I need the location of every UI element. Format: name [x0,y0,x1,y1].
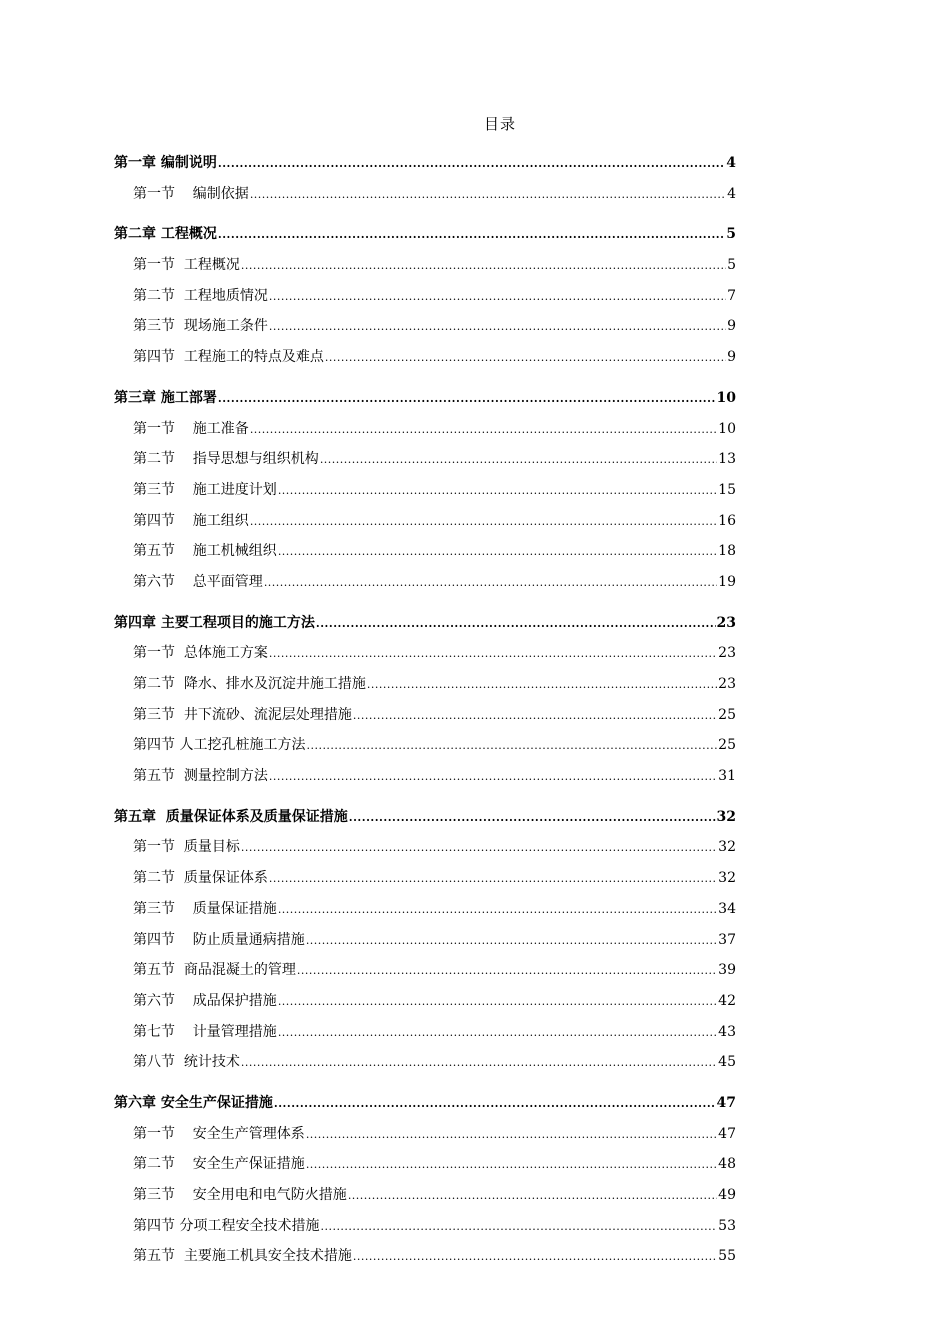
toc-entry-page-number: 7 [727,287,736,304]
toc-entry-label: 第五节 施工机械组织 [133,543,277,560]
toc-entry-label: 第一节 施工准备 [133,420,249,437]
toc-entry-label: 第三节 现场施工条件 [133,318,268,335]
toc-entry-label: 第一节 工程概况 [133,257,240,274]
toc-section-entry[interactable] [114,416,736,447]
dot-leader [306,733,717,759]
toc-entry-label: 第一节 安全生产管理体系 [133,1125,305,1142]
dot-leader [278,539,717,565]
toc-entry-page-number: 34 [718,900,736,917]
toc-section-entry[interactable] [114,640,736,671]
toc-entry-page-number: 45 [718,1054,736,1071]
toc-chapter-entry[interactable] [114,804,736,835]
toc-section-entry[interactable] [114,1019,736,1050]
toc-section-entry[interactable] [114,1151,736,1182]
dot-leader [241,1050,717,1076]
dot-leader [250,509,717,535]
toc-entry-page-number: 37 [718,931,736,948]
toc-title: 目录 [483,115,516,133]
dot-leader [241,253,726,279]
toc-entry-page-number: 39 [718,962,736,979]
toc-entry-page-number: 15 [718,481,736,498]
toc-section-entry[interactable] [114,181,736,212]
toc-entry-label: 第五节 主要施工机具安全技术措施 [133,1248,352,1265]
toc-entry-page-number: 16 [718,512,736,529]
toc-entry-label: 第四节 工程施工的特点及难点 [133,349,324,366]
toc-section-entry[interactable] [114,702,736,733]
dot-leader [278,1020,717,1046]
toc-entry-page-number: 13 [718,451,736,468]
toc-entry-page-number: 47 [716,1094,736,1111]
toc-entry-label: 第二章 工程概况 [114,226,217,243]
toc-chapter-entry[interactable] [114,385,736,416]
toc-section-entry[interactable] [114,252,736,283]
toc-entry-label: 第二节 安全生产保证措施 [133,1156,305,1173]
dot-leader [316,611,716,637]
dot-leader [274,1091,716,1117]
toc-section-entry[interactable] [114,477,736,508]
dot-leader [348,1183,717,1209]
dot-leader [306,1122,717,1148]
toc-section-entry[interactable] [114,1049,736,1080]
toc-entry-label: 第五节 测量控制方法 [133,768,268,785]
toc-entry-label: 第一章 编制说明 [114,155,217,171]
toc-section-entry[interactable] [114,344,736,375]
dot-leader [250,182,726,208]
dot-leader [269,314,726,340]
toc-entry-page-number: 10 [718,420,736,437]
toc-entry-page-number: 9 [727,318,736,335]
dot-leader [349,805,716,831]
toc-entry-page-number: 5 [726,226,736,243]
toc-entry-page-number: 31 [718,768,736,785]
toc-section-entry[interactable] [114,927,736,958]
dot-leader [269,641,717,667]
dot-leader [353,1244,717,1270]
dot-leader [250,417,717,443]
toc-section-entry[interactable] [114,283,736,314]
toc-chapter-entry[interactable] [114,1090,736,1121]
toc-entry-label: 第七节 计量管理措施 [133,1023,277,1040]
toc-entry-page-number: 32 [718,870,736,887]
toc-entry-page-number: 25 [718,737,736,754]
dot-leader [320,447,717,473]
toc-entry-label: 第四节 防止质量通病措施 [133,931,305,948]
toc-section-entry[interactable] [114,865,736,896]
toc-entry-label: 第三节 质量保证措施 [133,900,277,917]
toc-entry-page-number: 55 [718,1248,736,1265]
toc-section-entry[interactable] [114,446,736,477]
toc-entry-label: 第八节 统计技术 [133,1054,240,1071]
dot-leader [269,284,726,310]
toc-entry-page-number: 32 [716,808,736,825]
toc-entry-label: 第二节 质量保证体系 [133,870,268,887]
toc-entry-label: 第二节 指导思想与组织机构 [133,451,319,468]
toc-entry-page-number: 47 [718,1125,736,1142]
toc-entry-label: 第四章 主要工程项目的施工方法 [114,614,315,631]
toc-entry-label: 第四节 分项工程安全技术措施 [133,1217,320,1234]
dot-leader [367,672,717,698]
toc-entry-page-number: 49 [718,1187,736,1203]
toc-entry-label: 第三章 施工部署 [114,389,217,406]
dot-leader [269,866,717,892]
toc-entry-label: 第六章 安全生产保证措施 [114,1094,273,1111]
toc-entry-label: 第五章 质量保证体系及质量保证措施 [114,808,348,825]
toc-entry-page-number: 53 [718,1217,736,1234]
toc-entry-label: 第一节 编制依据 [133,185,249,202]
toc-entry-label: 第六节 成品保护措施 [133,992,277,1009]
toc-entry-page-number: 42 [718,992,736,1009]
toc-section-entry[interactable] [114,671,736,702]
toc-section-entry[interactable] [114,834,736,865]
toc-section-entry[interactable] [114,988,736,1019]
toc-entry-label: 第三节 施工进度计划 [133,481,277,498]
toc-entry-label: 第一节 总体施工方案 [133,645,268,662]
toc-entry-page-number: 25 [718,706,736,723]
toc-section-entry[interactable] [114,1182,736,1213]
toc-section-entry[interactable] [114,508,736,539]
dot-leader [306,1152,717,1178]
toc-entry-page-number: 43 [718,1023,736,1040]
toc-entry-label: 第四节 人工挖孔桩施工方法 [133,737,306,754]
toc-entry-label: 第二节 工程地质情况 [133,287,268,304]
toc-section-entry[interactable] [114,313,736,344]
toc-entry-label: 第六节 总平面管理 [133,573,263,590]
toc-entry-page-number: 48 [718,1156,736,1173]
toc-entry-label: 第三节 安全用电和电气防火措施 [133,1187,347,1203]
toc-section-entry[interactable] [114,1243,736,1274]
dot-leader [278,478,717,504]
toc-entry-label: 第三节 井下流砂、流泥层处理措施 [133,706,352,723]
dot-leader [269,764,717,790]
dot-leader [306,928,717,954]
toc-entry-label: 第四节 施工组织 [133,512,249,529]
toc-entry-page-number: 23 [716,614,736,631]
dot-leader [320,1214,717,1240]
toc-entry-page-number: 18 [718,543,736,560]
dot-leader [218,222,725,248]
toc-entry-label: 第一节 质量目标 [133,839,240,856]
dot-leader [264,570,717,596]
toc-chapter-entry[interactable] [114,150,736,181]
toc-chapter-entry[interactable] [114,221,736,252]
toc-section-entry[interactable] [114,896,736,927]
toc-section-entry[interactable] [114,732,736,763]
dot-leader [297,958,717,984]
toc-entry-label: 第五节 商品混凝土的管理 [133,962,296,979]
toc-section-entry[interactable] [114,1121,736,1152]
dot-leader [278,897,717,923]
toc-entry-page-number: 23 [718,645,736,662]
toc-section-entry[interactable] [114,538,736,569]
toc-section-entry[interactable] [114,763,736,794]
toc-section-entry[interactable] [114,1213,736,1244]
toc-section-entry[interactable] [114,569,736,600]
toc-entry-page-number: 10 [716,389,736,406]
toc-entry-page-number: 23 [718,676,736,692]
toc-entry-page-number: 9 [727,349,736,366]
toc-entry-page-number: 5 [727,257,736,274]
dot-leader [325,345,726,371]
toc-entry-page-number: 32 [718,839,736,856]
dot-leader [218,151,725,177]
table-of-contents [114,150,736,1274]
toc-entry-page-number: 4 [726,155,736,171]
toc-entry-page-number: 19 [718,573,736,590]
toc-entry-page-number: 4 [727,185,736,202]
dot-leader [218,386,716,412]
toc-chapter-entry[interactable] [114,610,736,641]
dot-leader [241,835,717,861]
toc-entry-label: 第二节 降水、排水及沉淀井施工措施 [133,676,366,692]
dot-leader [353,703,717,729]
dot-leader [278,989,717,1015]
toc-section-entry[interactable] [114,957,736,988]
